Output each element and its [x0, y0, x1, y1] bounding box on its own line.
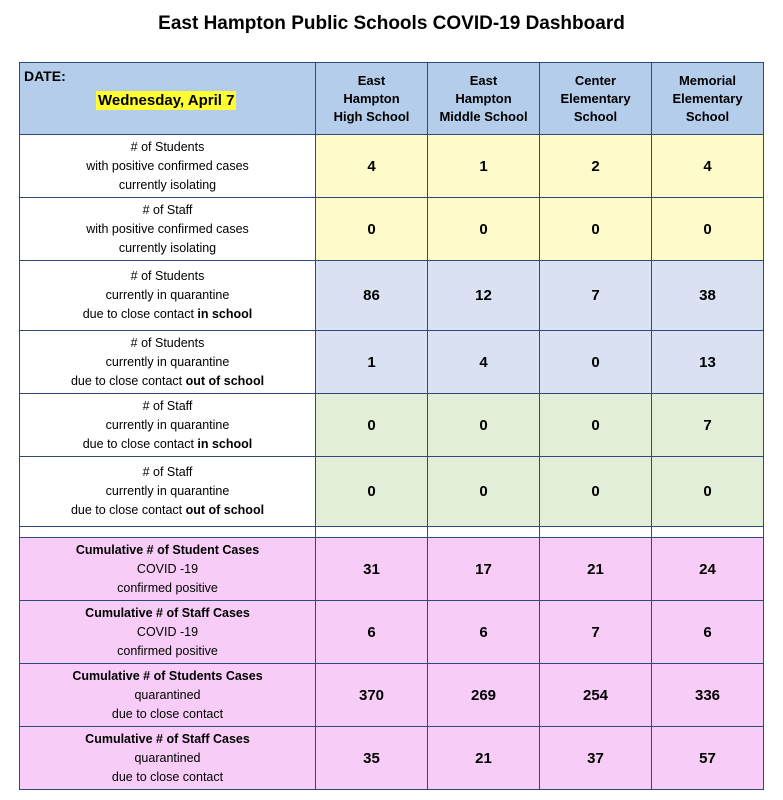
row-label-line: # of Staff: [142, 465, 193, 479]
cell-value: 21: [428, 727, 540, 790]
row-label-heading: Cumulative # of Student Cases: [75, 542, 260, 557]
school-header-line: Elementary: [672, 90, 743, 106]
cell-value: 0: [316, 457, 428, 527]
cell-value: 12: [428, 261, 540, 331]
row-label-line: quarantined: [134, 750, 201, 765]
row-label-line: due to close contact: [82, 436, 198, 451]
row-label-line: due to close contact: [111, 769, 224, 784]
school-header-line: Memorial: [678, 72, 737, 88]
row-label: [20, 601, 316, 664]
cell-value: 21: [540, 538, 652, 601]
cell-value: 254: [540, 664, 652, 727]
page-title: East Hampton Public Schools COVID-19 Dashboard: [158, 13, 625, 34]
row-label-line: # of Students: [130, 335, 205, 350]
row-label-line: # of Students: [130, 269, 205, 283]
row-label: [20, 664, 316, 727]
school-header-high: [316, 63, 428, 135]
cell-value: 0: [652, 457, 764, 527]
row-label-line: currently in quarantine: [105, 354, 230, 369]
cell-value: 370: [316, 664, 428, 727]
cell-value: 31: [316, 538, 428, 601]
row-label-emphasis: in school: [197, 436, 253, 451]
cell-value: 1: [428, 135, 540, 198]
row-label-line: with positive confirmed cases: [86, 158, 249, 173]
row-label: [20, 331, 316, 394]
row-label-heading: Cumulative # of Staff Cases: [85, 605, 250, 620]
cell-value: 0: [540, 457, 652, 527]
table-row: [20, 261, 764, 331]
cell-value: 7: [652, 394, 764, 457]
school-header-middle: [428, 63, 540, 135]
cell-value: 269: [428, 664, 540, 727]
school-header-line: School: [685, 108, 730, 124]
row-label-emphasis: out of school: [185, 503, 265, 517]
row-label-line: currently in quarantine: [105, 484, 230, 498]
row-label-line: due to close contact: [70, 503, 186, 517]
row-label-line: # of Staff: [142, 202, 193, 217]
cell-value: 0: [428, 394, 540, 457]
row-label-emphasis: in school: [197, 307, 253, 321]
cell-value: 37: [540, 727, 652, 790]
table-row: [20, 198, 764, 261]
row-label-emphasis: out of school: [185, 373, 265, 388]
school-header-memorial: [652, 63, 764, 135]
row-label-line: currently in quarantine: [105, 288, 230, 302]
date-label: DATE:: [24, 68, 66, 84]
cell-value: 7: [540, 601, 652, 664]
table-row: [20, 331, 764, 394]
date-value: Wednesday, April 7: [98, 92, 235, 109]
cumulative-row: [20, 727, 764, 790]
row-label: [20, 538, 316, 601]
cell-value: 4: [428, 331, 540, 394]
school-header-line: East: [357, 72, 386, 88]
school-header-line: Hampton: [343, 90, 400, 106]
cell-value: 7: [540, 261, 652, 331]
cell-value: 4: [316, 135, 428, 198]
row-label-line: currently isolating: [118, 240, 217, 255]
school-header-line: East: [469, 72, 498, 88]
cell-value: 35: [316, 727, 428, 790]
cell-value: 17: [428, 538, 540, 601]
row-label: [20, 457, 316, 527]
row-label-line: confirmed positive: [117, 643, 218, 658]
row-label-line: # of Staff: [142, 398, 193, 413]
cell-value: 1: [316, 331, 428, 394]
row-label-line: quarantined: [134, 687, 201, 702]
cell-value: 6: [652, 601, 764, 664]
cumulative-row: [20, 538, 764, 601]
cell-value: 0: [540, 198, 652, 261]
cell-value: 38: [652, 261, 764, 331]
row-label-line: confirmed positive: [117, 580, 218, 595]
school-header-center: [540, 63, 652, 135]
cell-value: 0: [540, 394, 652, 457]
cell-value: 57: [652, 727, 764, 790]
row-label-line: currently in quarantine: [105, 417, 230, 432]
row-label-line: currently isolating: [118, 177, 217, 192]
school-header-line: Center: [574, 72, 617, 88]
cell-value: 6: [316, 601, 428, 664]
row-label-heading: Cumulative # of Staff Cases: [85, 731, 250, 746]
table-row: [20, 457, 764, 527]
header-row: [20, 63, 764, 135]
row-label: [20, 198, 316, 261]
school-header-line: School: [573, 108, 618, 124]
spacer-cell: [540, 527, 652, 538]
table-row: [20, 394, 764, 457]
row-label-line: with positive confirmed cases: [86, 221, 249, 236]
spacer-cell: [20, 527, 316, 538]
cell-value: 0: [540, 331, 652, 394]
spacer-row: [20, 527, 764, 538]
row-label-line: due to close contact: [82, 307, 198, 321]
cell-value: 2: [540, 135, 652, 198]
cell-value: 0: [316, 394, 428, 457]
spacer-cell: [652, 527, 764, 538]
date-cell: [20, 63, 316, 135]
row-label: [20, 727, 316, 790]
row-label-line: COVID -19: [136, 624, 199, 639]
cumulative-row: [20, 601, 764, 664]
cell-value: 0: [316, 198, 428, 261]
row-label: [20, 261, 316, 331]
cell-value: 6: [428, 601, 540, 664]
cell-value: 0: [428, 198, 540, 261]
spacer-cell: [316, 527, 428, 538]
cell-value: 13: [652, 331, 764, 394]
spacer-cell: [428, 527, 540, 538]
school-header-line: High School: [333, 108, 410, 124]
row-label-heading: Cumulative # of Students Cases: [72, 668, 263, 683]
cell-value: 4: [652, 135, 764, 198]
cell-value: 24: [652, 538, 764, 601]
row-label-line: due to close contact: [70, 373, 186, 388]
cell-value: 0: [428, 457, 540, 527]
school-header-line: Hampton: [455, 90, 512, 106]
row-label: [20, 394, 316, 457]
school-header-line: Elementary: [560, 90, 631, 106]
cell-value: 336: [652, 664, 764, 727]
cumulative-row: [20, 664, 764, 727]
dashboard-table: [19, 62, 764, 790]
row-label-line: COVID -19: [136, 561, 199, 576]
row-label-line: due to close contact: [111, 706, 224, 721]
row-label: [20, 135, 316, 198]
row-label-line: # of Students: [130, 139, 205, 154]
school-header-line: Middle School: [439, 108, 528, 124]
table-row: [20, 135, 764, 198]
cell-value: 0: [652, 198, 764, 261]
cell-value: 86: [316, 261, 428, 331]
